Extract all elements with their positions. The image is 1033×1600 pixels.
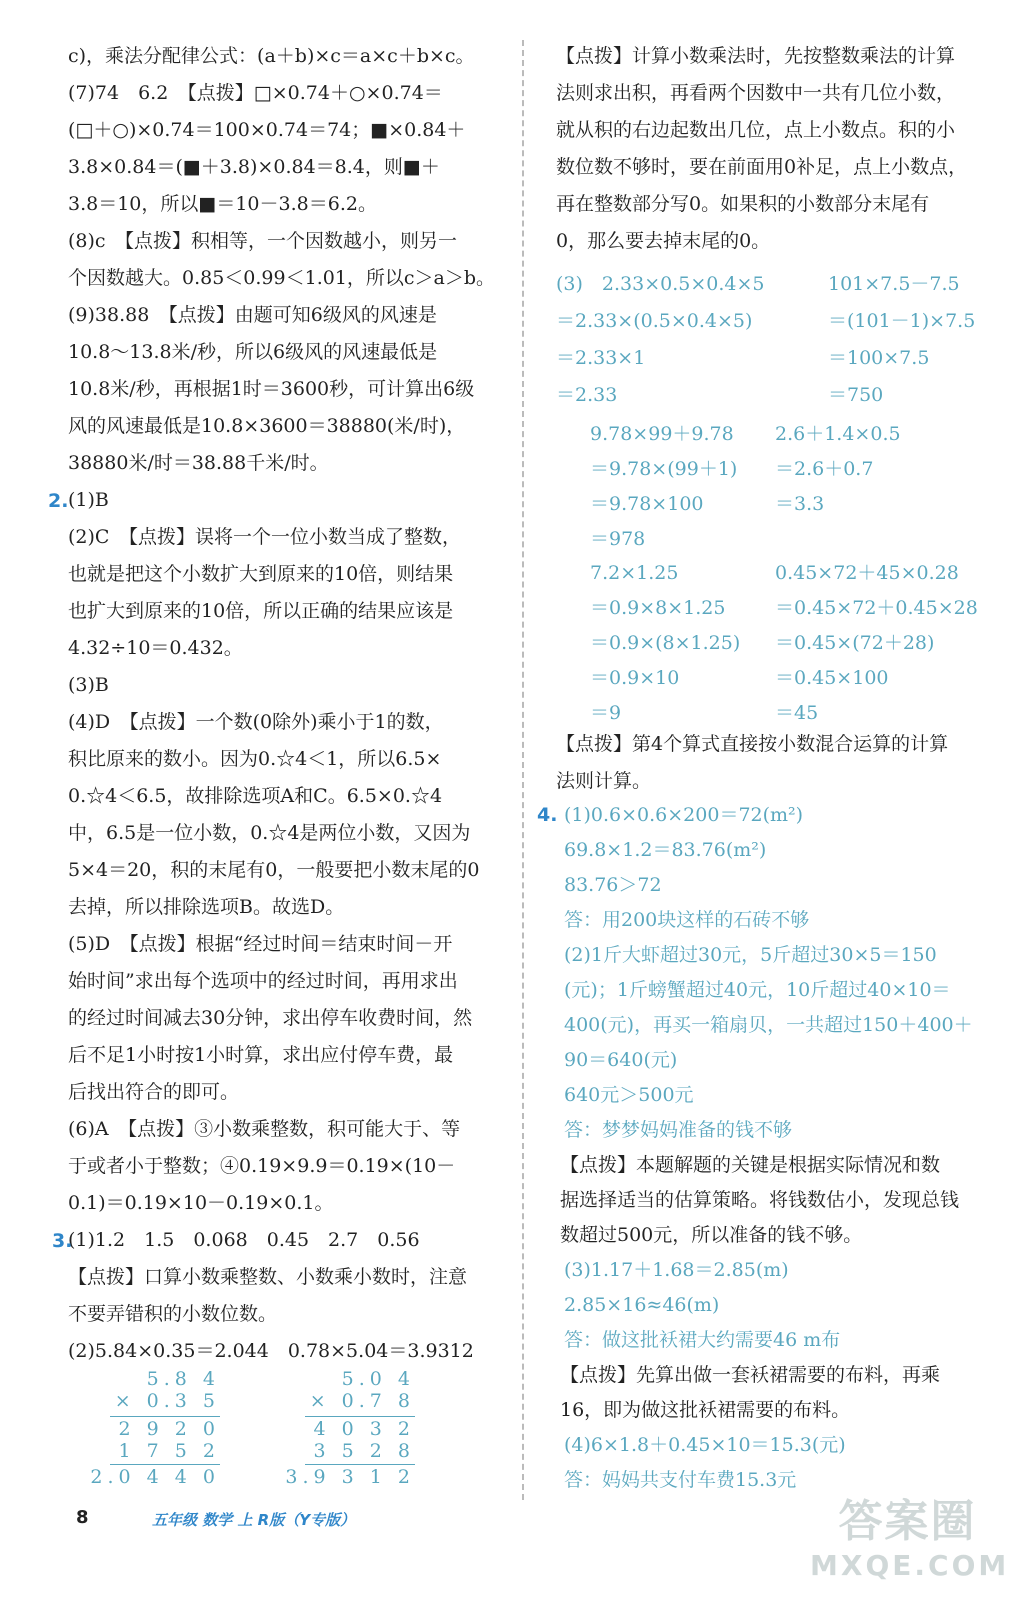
vertical-calc-2	[285, 1368, 415, 1492]
left-line: (1)B	[68, 489, 109, 511]
right-column-lower	[556, 726, 996, 800]
left-line: 个因数越大。0.85＜0.99＜1.01，所以c＞a＞b。	[68, 267, 496, 289]
answer-line: 答：妈妈共支付车费15.3元	[564, 1469, 797, 1491]
calc-step: ＝0.45×72＋0.45×28	[775, 597, 978, 619]
hint-line: 法则求出积，再看两个因数中一共有几位小数，	[556, 82, 956, 104]
hint-line: 法则计算。	[556, 770, 652, 792]
answer-line: 640元＞500元	[564, 1084, 694, 1106]
left-line: 始时间”求出每个选项中的经过时间，再用求出	[68, 970, 458, 992]
calc-calcC	[590, 417, 737, 557]
calc-step: ＝2.33	[556, 384, 618, 406]
left-line: 4.32÷10＝0.432。	[68, 637, 243, 659]
left-line: 10.8米/秒，再根据1时＝3600秒，可计算出6级	[68, 378, 475, 400]
left-line: (2)5.84×0.35＝2.044 0.78×5.04＝3.9312	[68, 1340, 474, 1362]
left-line: 【点拨】口算小数乘整数、小数乘小数时，注意	[68, 1266, 468, 1288]
hint-line: 【点拨】计算小数乘法时，先按整数乘法的计算	[556, 45, 956, 67]
left-line: (2)C 【点拨】误将一个一位小数当成了整数，	[68, 526, 461, 548]
calc-step: ＝0.9×(8×1.25)	[590, 632, 741, 654]
vertical-calc-row: 2 9 2 0	[118, 1418, 220, 1440]
calc-step: ＝0.45×(72＋28)	[775, 632, 935, 654]
calc-step: ＝9	[590, 702, 622, 724]
left-line: (1)1.2 1.5 0.068 0.45 2.7 0.56	[68, 1229, 420, 1251]
answer-line: (1)0.6×0.6×200＝72(m²)	[564, 804, 804, 826]
vertical-calc-1	[90, 1368, 220, 1492]
calc-calcA	[556, 266, 765, 414]
calc-calcE	[590, 556, 740, 731]
calc-step: ＝100×7.5	[828, 347, 930, 369]
answer-line: 400(元)，再买一箱扇贝，一共超过150＋400＋	[564, 1014, 973, 1036]
calc-step: 9.78×99＋9.78	[590, 423, 734, 445]
page-number: 8	[76, 1507, 89, 1528]
vertical-calc-row: 3.9 3 1 2	[285, 1466, 415, 1488]
hint-line: 【点拨】第4个算式直接按小数混合运算的计算	[556, 733, 949, 755]
left-line: 3.8＝10，所以■＝10－3.8＝6.2。	[68, 193, 377, 215]
answer-line: (元)；1斤螃蟹超过40元，10斤超过40×10＝	[564, 979, 951, 1001]
left-line: 后不足1小时按1小时算，求出应付停车费，最	[68, 1044, 454, 1066]
vertical-calc-row: × 0.3 5	[114, 1390, 220, 1412]
question-number-4: 4.	[537, 804, 558, 826]
answer-line: 【点拨】本题解题的关键是根据实际情况和数	[560, 1154, 941, 1176]
left-line: 也扩大到原来的10倍，所以正确的结果应该是	[68, 600, 454, 622]
calc-calcF	[775, 556, 978, 731]
calc-step: ＝2.33×1	[556, 347, 646, 369]
left-line: 风的风速最低是10.8×3600＝38880(米/时)，	[68, 415, 466, 437]
watermark	[810, 1485, 1010, 1595]
answer-line: (3)1.17＋1.68＝2.85(m)	[564, 1259, 789, 1281]
calc-step: 101×7.5－7.5	[828, 273, 960, 295]
vertical-calc-rule	[305, 1464, 415, 1465]
answer-line: 据选择适当的估算策略。将钱数估小，发现总钱	[560, 1189, 960, 1211]
calc-step: ＝0.45×100	[775, 667, 889, 689]
calc-step: ＝0.9×10	[590, 667, 680, 689]
left-line: 后找出符合的即可。	[68, 1081, 240, 1103]
question-number-3: 3.	[52, 1230, 73, 1252]
answer-4-block	[560, 798, 1004, 1498]
left-line: 3.8×0.84＝(■＋3.8)×0.84＝8.4，则■＋	[68, 156, 440, 178]
left-line: (7)74 6.2 【点拨】□×0.74＋○×0.74＝	[68, 82, 443, 104]
vertical-calc-row: 1 7 5 2	[118, 1440, 220, 1462]
question-number-2: 2.	[48, 490, 69, 512]
calc-step: ＝9.78×100	[590, 493, 704, 515]
hint-line: 数位数不够时，要在前面用0补足，点上小数点，	[556, 156, 968, 178]
calc-step: 2.6＋1.4×0.5	[775, 423, 901, 445]
calc-step: ＝750	[828, 384, 884, 406]
answer-line: 【点拨】先算出做一套袄裙需要的布料，再乘	[560, 1364, 941, 1386]
answer-line: 69.8×1.2＝83.76(m²)	[564, 839, 767, 861]
left-line: 于或者小于整数；④0.19×9.9＝0.19×(10－	[68, 1155, 456, 1177]
left-line: 5×4＝20，积的末尾有0，一般要把小数末尾的0	[68, 859, 480, 881]
calc-calcB	[828, 266, 975, 414]
left-line: 去掉，所以排除选项B。故选D。	[68, 896, 345, 918]
left-line: (9)38.88 【点拨】由题可知6级风的风速是	[68, 304, 437, 326]
calc-step: 0.45×72＋45×0.28	[775, 562, 959, 584]
calc-step: ＝0.9×8×1.25	[590, 597, 726, 619]
vertical-calc-row: 5.0 4	[341, 1368, 415, 1390]
left-line: c)，乘法分配律公式：(a＋b)×c＝a×c＋b×c。	[68, 45, 475, 67]
answer-line: 数超过500元，所以准备的钱不够。	[560, 1224, 863, 1246]
answer-line: 答：用200块这样的石砖不够	[564, 909, 810, 931]
answer-line: 答：做这批袄裙大约需要46 m布	[564, 1329, 841, 1351]
hint-line: 0，那么要去掉末尾的0。	[556, 230, 771, 252]
vertical-calc-row: 2.0 4 4 0	[90, 1466, 220, 1488]
hint-line: 再在整数部分写0。如果积的小数部分末尾有	[556, 193, 930, 215]
hint-line: 就从积的右边起数出几位，点上小数点。积的小	[556, 119, 956, 141]
left-line: (8)c 【点拨】积相等，一个因数越小，则另一	[68, 230, 458, 252]
calc-step: 7.2×1.25	[590, 562, 679, 584]
calc-step: (3) 2.33×0.5×0.4×5	[556, 273, 765, 295]
left-line: 不要弄错积的小数位数。	[68, 1303, 278, 1325]
left-line: (5)D 【点拨】根据“经过时间＝结束时间－开	[68, 933, 453, 955]
answer-line: (2)1斤大虾超过30元，5斤超过30×5＝150	[564, 944, 937, 966]
left-line: 的经过时间减去30分钟，求出停车收费时间，然	[68, 1007, 473, 1029]
left-line: 0.1)＝0.19×10－0.19×0.1。	[68, 1192, 334, 1214]
left-line: 10.8～13.8米/秒，所以6级风的风速最低是	[68, 341, 438, 363]
watermark-logo: 答案圈	[838, 1496, 977, 1547]
calc-calcD	[775, 417, 901, 522]
watermark-url: MXQE.COM	[810, 1549, 1010, 1582]
calc-step: ＝45	[775, 702, 819, 724]
calc-step: ＝(101－1)×7.5	[828, 310, 976, 332]
footer	[76, 1503, 416, 1535]
left-line: (3)B	[68, 674, 109, 696]
left-line: 0.☆4＜6.5，故排除选项A和C。6.5×0.☆4	[68, 785, 443, 807]
answer-line: 2.85×16≈46(m)	[564, 1294, 720, 1316]
left-column	[68, 38, 508, 1370]
vertical-calc-row: 3 5 2 8	[313, 1440, 415, 1462]
answer-line: 83.76＞72	[564, 874, 662, 896]
vertical-calc-rule	[110, 1416, 220, 1417]
left-line: 也就是把这个小数扩大到原来的10倍，则结果	[68, 563, 454, 585]
answer-line: 90＝640(元)	[564, 1049, 678, 1071]
left-line: 积比原来的数小。因为0.☆4＜1，所以6.5×	[68, 748, 442, 770]
vertical-calc-rule	[110, 1464, 220, 1465]
vertical-calc-row: × 0.7 8	[309, 1390, 415, 1412]
book-title: 五年级 数学 上 R版（Y专版）	[152, 1511, 356, 1529]
calc-step: ＝3.3	[775, 493, 825, 515]
left-line: (4)D 【点拨】一个数(0除外)乘小于1的数，	[68, 711, 444, 733]
calc-step: ＝9.78×(99＋1)	[590, 458, 738, 480]
vertical-calc-row: 5.8 4	[146, 1368, 220, 1390]
left-line: 中，6.5是一位小数，0.☆4是两位小数，又因为	[68, 822, 471, 844]
calc-step: ＝2.6＋0.7	[775, 458, 874, 480]
right-column	[556, 38, 996, 260]
vertical-calc-row: 4 0 3 2	[313, 1418, 415, 1440]
vertical-calc-rule	[305, 1416, 415, 1417]
left-line: (6)A 【点拨】③小数乘整数，积可能大于、等	[68, 1118, 461, 1140]
left-line: (□＋○)×0.74＝100×0.74＝74；■×0.84＋	[68, 119, 466, 141]
column-divider	[522, 40, 524, 1500]
answer-line: (4)6×1.8＋0.45×10＝15.3(元)	[564, 1434, 846, 1456]
answer-line: 16，即为做这批袄裙需要的布料。	[560, 1399, 851, 1421]
answer-line: 答：梦梦妈妈准备的钱不够	[564, 1119, 793, 1141]
calc-step: ＝2.33×(0.5×0.4×5)	[556, 310, 753, 332]
left-line: 38880米/时＝38.88千米/时。	[68, 452, 329, 474]
calc-step: ＝978	[590, 528, 646, 550]
